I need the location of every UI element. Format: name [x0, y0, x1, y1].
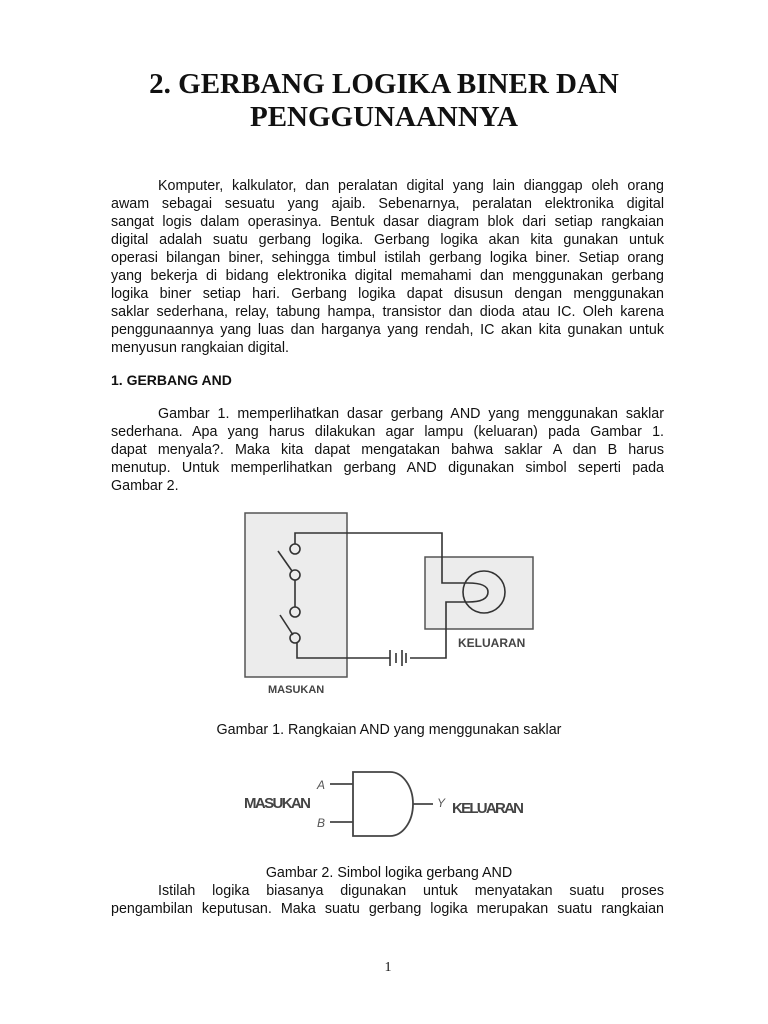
figure-2-caption: Gambar 2. Simbol logika gerbang AND	[265, 865, 513, 881]
page-number: 1	[384, 960, 392, 975]
figure-2-and-gate-symbol	[230, 760, 550, 840]
text-line: yang bekerja di bidang elektronika digital memahami dan menggunakan gerbang	[111, 268, 664, 284]
and-gate-icon	[353, 772, 413, 836]
logic-paragraph	[111, 882, 664, 918]
page-title	[0, 68, 768, 134]
input-box	[245, 513, 347, 677]
text-line: digital adalah suatu gerbang logika. Gerbang logika akan kita gunakan untuk	[111, 232, 664, 248]
text-line: sederhana. Apa yang harus dilakukan agar lampu (keluaran) pada Gambar 1.	[111, 424, 664, 440]
figure-2-output-label: KELUARAN	[452, 800, 524, 817]
text-line: dapat menyala?. Maka kita dapat mengatakan bahwa saklar A dan B harus	[111, 442, 664, 458]
title-line-2: PENGGUNAANNYA	[250, 101, 518, 133]
intro-paragraph	[111, 177, 664, 357]
text-line: sangat logis dalam operasinya. Bentuk dasar diagram blok dari setiap rangkaian	[111, 214, 664, 230]
figure-1-switch-circuit	[230, 505, 560, 705]
text-line: penggunaannya yang luas dan harganya yang rendah, IC akan kita gunakan untuk	[111, 322, 664, 338]
text-line: Gambar 2.	[111, 478, 179, 494]
and-gate-paragraph	[111, 405, 664, 495]
text-line: pengambilan keputusan. Maka suatu gerbang logika merupakan suatu rangkaian	[111, 901, 664, 917]
section-heading: 1. GERBANG AND	[111, 372, 232, 388]
text-line: awam sebagai sesuatu yang ajaib. Sebenarnya, peralatan elektronika digital	[111, 196, 664, 212]
input-b-label: B	[317, 816, 326, 830]
text-line: menutup. Untuk memperlihatkan gerbang AND digunakan simbol seperti pada	[111, 460, 664, 476]
figure-1-input-label: MASUKAN	[268, 684, 325, 696]
text-line: saklar sederhana, relay, tabung hampa, transistor dan dioda atau IC. Oleh karena	[111, 304, 664, 320]
text-line: Gambar 1. memperlihatkan dasar gerbang AND yang menggunakan saklar	[158, 406, 664, 422]
figure-1-caption: Gambar 1. Rangkaian AND yang menggunakan saklar	[216, 722, 562, 738]
figure-1-output-label: KELUARAN	[458, 636, 526, 650]
output-y-label: Y	[437, 796, 446, 810]
text-line: logika biner setiap hari. Gerbang logika dapat disusun dengan menggunakan	[111, 286, 664, 302]
figure-2-input-label: MASUKAN	[244, 795, 311, 812]
text-line: menyusun rangkaian digital.	[111, 340, 290, 356]
text-line: Komputer, kalkulator, dan peralatan digital yang lain dianggap oleh orang	[158, 178, 664, 194]
title-line-1: 2. GERBANG LOGIKA BINER DAN	[149, 68, 619, 100]
text-line: operasi bilangan biner, sehingga timbul istilah gerbang logika biner. Setiap orang	[111, 250, 664, 266]
text-line: Istilah logika biasanya digunakan untuk menyatakan suatu proses	[158, 883, 664, 899]
input-a-label: A	[317, 778, 326, 792]
